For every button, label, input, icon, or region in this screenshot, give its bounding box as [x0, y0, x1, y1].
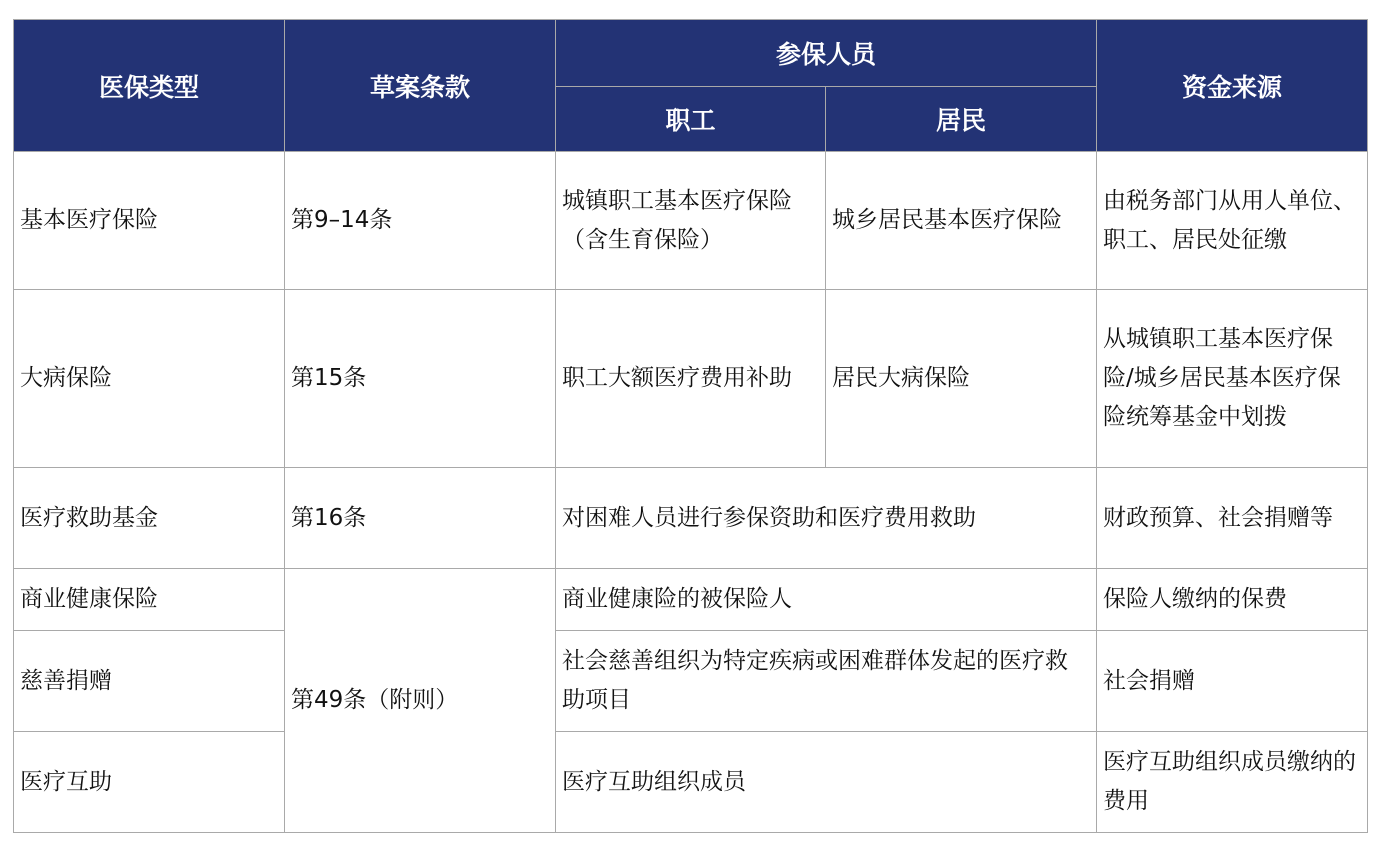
table-row	[14, 152, 1368, 290]
table-row	[14, 631, 1368, 732]
cell-employee: 职工大额医疗费用补助	[556, 290, 826, 468]
cell-clause: 第15条	[285, 290, 556, 468]
header-type: 医保类型	[14, 20, 285, 152]
cell-type: 医疗互助	[14, 732, 285, 833]
cell-funding: 保险人缴纳的保费	[1097, 569, 1368, 631]
cell-type: 医疗救助基金	[14, 468, 285, 569]
cell-insured: 商业健康险的被保险人	[556, 569, 1097, 631]
cell-type: 基本医疗保险	[14, 152, 285, 290]
header-employee: 职工	[556, 87, 826, 152]
header-funding: 资金来源	[1097, 20, 1368, 152]
header-row	[14, 20, 1368, 87]
cell-clause: 第16条	[285, 468, 556, 569]
cell-resident: 城乡居民基本医疗保险	[826, 152, 1097, 290]
cell-clause: 第49条（附则）	[285, 569, 556, 833]
table-row	[14, 732, 1368, 833]
header-insured-group: 参保人员	[556, 20, 1097, 87]
cell-funding: 从城镇职工基本医疗保险/城乡居民基本医疗保险统筹基金中划拨	[1097, 290, 1368, 468]
header-clause: 草案条款	[285, 20, 556, 152]
cell-type: 大病保险	[14, 290, 285, 468]
cell-funding: 财政预算、社会捐赠等	[1097, 468, 1368, 569]
cell-clause: 第9–14条	[285, 152, 556, 290]
table-row	[14, 569, 1368, 631]
cell-type: 商业健康保险	[14, 569, 285, 631]
cell-funding: 医疗互助组织成员缴纳的费用	[1097, 732, 1368, 833]
medical-insurance-table	[13, 19, 1368, 833]
cell-employee: 城镇职工基本医疗保险（含生育保险）	[556, 152, 826, 290]
header-resident: 居民	[826, 87, 1097, 152]
cell-type: 慈善捐赠	[14, 631, 285, 732]
cell-insured: 对困难人员进行参保资助和医疗费用救助	[556, 468, 1097, 569]
table-row	[14, 290, 1368, 468]
table-row	[14, 468, 1368, 569]
cell-insured: 社会慈善组织为特定疾病或困难群体发起的医疗救助项目	[556, 631, 1097, 732]
cell-resident: 居民大病保险	[826, 290, 1097, 468]
cell-funding: 由税务部门从用人单位、职工、居民处征缴	[1097, 152, 1368, 290]
cell-funding: 社会捐赠	[1097, 631, 1368, 732]
cell-insured: 医疗互助组织成员	[556, 732, 1097, 833]
